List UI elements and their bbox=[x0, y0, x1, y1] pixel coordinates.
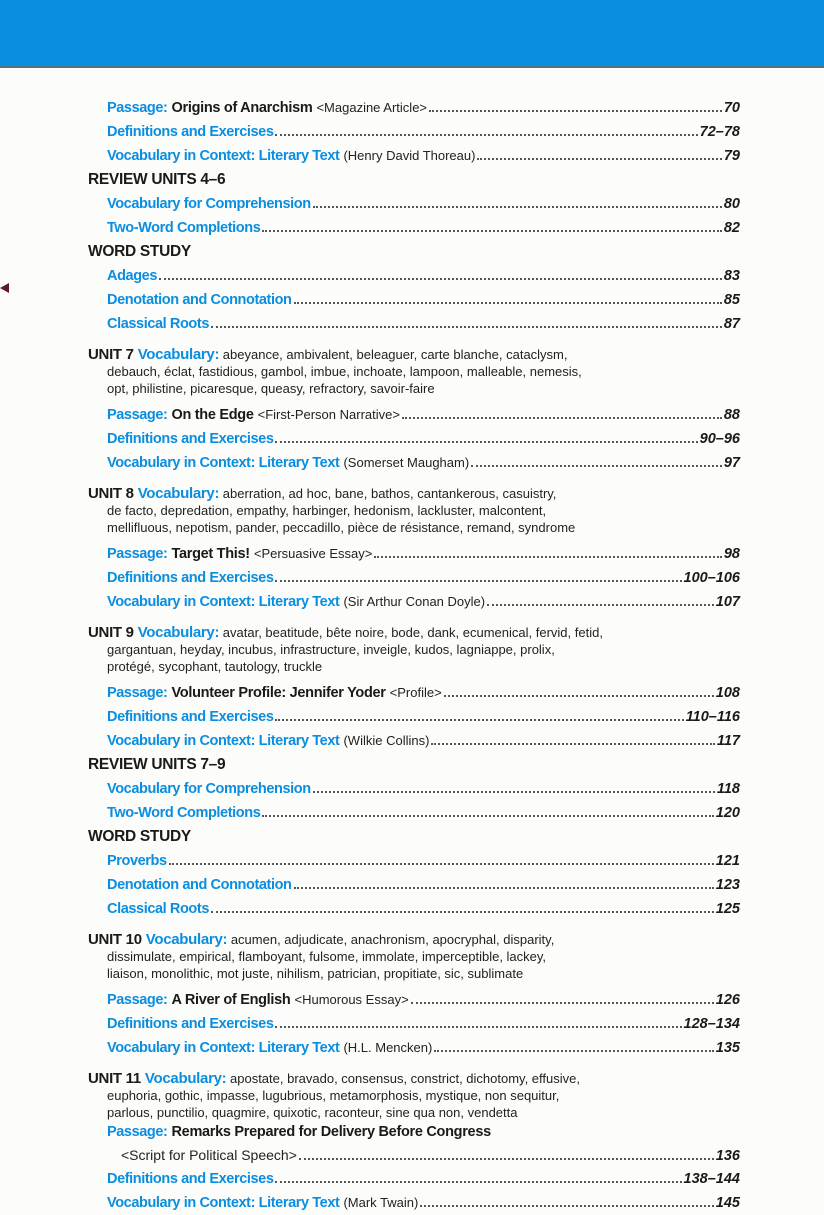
dot-leader bbox=[275, 580, 681, 582]
page-marker-arrow-icon bbox=[0, 283, 9, 293]
page-number: 126 bbox=[715, 992, 740, 1008]
dot-leader bbox=[477, 158, 721, 160]
dot-leader bbox=[262, 815, 713, 817]
page-number: 79 bbox=[723, 148, 740, 164]
unit-vocabulary: UNIT 10 Vocabulary: acumen, adjudicate, anachronism, apocryphal, disparity, bbox=[88, 931, 555, 948]
page-number: 128–134 bbox=[683, 1016, 740, 1032]
dot-leader bbox=[211, 326, 722, 328]
page-number: 85 bbox=[723, 292, 740, 308]
toc-entry[interactable]: Proverbs 121 bbox=[88, 849, 740, 873]
toc-entry-definitions[interactable]: Definitions and Exercises 110–116 bbox=[88, 705, 740, 729]
toc-entry-vocab-in-context[interactable]: Vocabulary in Context: Literary Text (Henry David Thoreau) 79 bbox=[88, 144, 740, 168]
toc-entry-vocab-in-context[interactable]: Vocabulary in Context: Literary Text (Wilkie Collins) 117 bbox=[88, 729, 740, 753]
section-heading: REVIEW UNITS 4–6 bbox=[88, 171, 226, 188]
page-number: 87 bbox=[723, 316, 740, 332]
section-heading: REVIEW UNITS 7–9 bbox=[88, 756, 226, 773]
page-number: 110–116 bbox=[685, 709, 740, 725]
dot-leader bbox=[420, 1205, 713, 1207]
unit-9: UNIT 9 Vocabulary: avatar, beatitude, bête noire, bode, dank, ecumenical, fervid, fetid, gargantuan, heyday, incubus, infrastructure, inveigle, kudos, lagniappe, prolix, protégé, sycophant, tautology, truckle Passage: Volunteer Profile: Jennifer Yoder <Profile> 108 Definitions and Exercises 110–116 Vocabulary in Context: Literary Text (Wilkie Collins) 117 bbox=[88, 624, 740, 753]
unit-11: UNIT 11 Vocabulary: apostate, bravado, consensus, constrict, dichotomy, effusive, euphoria, gothic, impasse, lugubrious, metamorphosis, mystique, non sequitur, parlous, punctilio, quagmire, quixotic, raconteur, sine qua non, vendetta Passage: Remarks Prepared for Delivery Before Congress <Script for Political Speech> 136 Definitions and Exercises 138–144 Vocabulary in Context: Literary Text (Mark Twain) 145 bbox=[88, 1070, 740, 1215]
dot-leader bbox=[275, 1181, 681, 1183]
toc-entry[interactable]: Two-Word Completions 82 bbox=[88, 216, 740, 240]
page-number: 82 bbox=[723, 220, 740, 236]
dot-leader bbox=[374, 556, 721, 558]
dot-leader bbox=[434, 1050, 713, 1052]
header-banner bbox=[0, 0, 824, 68]
dot-leader bbox=[275, 441, 697, 443]
section-heading: WORD STUDY bbox=[88, 243, 191, 260]
toc-entry-passage-title[interactable]: Passage: Remarks Prepared for Delivery Before Congress bbox=[107, 1124, 491, 1140]
dot-leader bbox=[313, 206, 722, 208]
toc-entry[interactable]: Adages 83 bbox=[88, 264, 740, 288]
dot-leader bbox=[429, 110, 722, 112]
unit-vocabulary: UNIT 7 Vocabulary: abeyance, ambivalent, beleaguer, carte blanche, cataclysm, bbox=[88, 346, 568, 363]
page-number: 125 bbox=[715, 901, 740, 917]
toc-entry[interactable]: Classical Roots 125 bbox=[88, 897, 740, 921]
toc-entry[interactable]: Classical Roots 87 bbox=[88, 312, 740, 336]
page-number: 120 bbox=[715, 805, 740, 821]
dot-leader bbox=[262, 230, 721, 232]
dot-leader bbox=[487, 604, 714, 606]
dot-leader bbox=[294, 302, 722, 304]
toc-entry-vocab-in-context[interactable]: Vocabulary in Context: Literary Text (Sir Arthur Conan Doyle) 107 bbox=[88, 590, 740, 614]
unit-vocabulary: UNIT 11 Vocabulary: apostate, bravado, consensus, constrict, dichotomy, effusive, bbox=[88, 1070, 580, 1087]
toc-entry-definitions[interactable]: Definitions and Exercises 72–78 bbox=[88, 120, 740, 144]
passage-title: Origins of Anarchism bbox=[171, 100, 313, 116]
unit-10: UNIT 10 Vocabulary: acumen, adjudicate, anachronism, apocryphal, disparity, dissimulate, empirical, flamboyant, fulsome, immolate, imperceptible, lackey, liaison, monolithic, mot juste, nihilism, patrician, propitiate, sic, sublimate Passage: A River of English <Humorous Essay> 126 Definitions and Exercises 128–134 Vocabulary in Context: Literary Text (H.L. Mencken) 135 bbox=[88, 931, 740, 1060]
page-number: 83 bbox=[723, 268, 740, 284]
dot-leader bbox=[159, 278, 722, 280]
page-number: 135 bbox=[715, 1040, 740, 1056]
toc-entry-definitions[interactable]: Definitions and Exercises 128–134 bbox=[88, 1012, 740, 1036]
toc-entry-definitions[interactable]: Definitions and Exercises 138–144 bbox=[88, 1167, 740, 1191]
dot-leader bbox=[299, 1158, 714, 1160]
toc-entry-passage[interactable]: Passage: Origins of Anarchism <Magazine Article> 70 bbox=[88, 96, 740, 120]
toc-entry[interactable]: Vocabulary for Comprehension 118 bbox=[88, 777, 740, 801]
toc-entry-vocab-in-context[interactable]: Vocabulary in Context: Literary Text (H.L. Mencken) 135 bbox=[88, 1036, 740, 1060]
unit-vocabulary: UNIT 9 Vocabulary: avatar, beatitude, bête noire, bode, dank, ecumenical, fervid, fetid, bbox=[88, 624, 603, 641]
dot-leader bbox=[275, 134, 697, 136]
page-number: 100–106 bbox=[683, 570, 740, 586]
page-number: 117 bbox=[716, 733, 740, 749]
page-number: 88 bbox=[723, 407, 740, 423]
page-number: 108 bbox=[715, 685, 740, 701]
page-number: 107 bbox=[715, 594, 740, 610]
toc-entry-vocab-in-context[interactable]: Vocabulary in Context: Literary Text (Mark Twain) 145 bbox=[88, 1191, 740, 1215]
dot-leader bbox=[411, 1002, 714, 1004]
page-number: 118 bbox=[716, 781, 740, 797]
toc-entry-definitions[interactable]: Definitions and Exercises 90–96 bbox=[88, 427, 740, 451]
page-number: 138–144 bbox=[683, 1171, 740, 1187]
passage-genre: <Magazine Article> bbox=[316, 100, 428, 115]
toc-entry-passage-genre[interactable]: <Script for Political Speech> 136 bbox=[88, 1143, 740, 1167]
page-number: 145 bbox=[715, 1195, 740, 1211]
dot-leader bbox=[471, 465, 722, 467]
page-number: 90–96 bbox=[699, 431, 740, 447]
dot-leader bbox=[169, 863, 714, 865]
dot-leader bbox=[275, 1026, 681, 1028]
table-of-contents bbox=[88, 96, 740, 1215]
page-number: 136 bbox=[715, 1148, 740, 1164]
page-number: 98 bbox=[723, 546, 740, 562]
toc-entry-passage[interactable]: Passage: A River of English <Humorous Essay> 126 bbox=[88, 988, 740, 1012]
toc-entry[interactable]: Two-Word Completions 120 bbox=[88, 801, 740, 825]
unit-8: UNIT 8 Vocabulary: aberration, ad hoc, bane, bathos, cantankerous, casuistry, de facto, depredation, empathy, harbinger, hedonism, lackluster, malcontent, mellifluous, nepotism, pander, peccadillo, pièce de résistance, remand, syndrome Passage: Target This! <Persuasive Essay> 98 Definitions and Exercises 100–106 Vocabulary in Context: Literary Text (Sir Arthur Conan Doyle) 107 bbox=[88, 485, 740, 614]
toc-entry-vocab-in-context[interactable]: Vocabulary in Context: Literary Text (Somerset Maugham) 97 bbox=[88, 451, 740, 475]
toc-entry[interactable]: Denotation and Connotation 123 bbox=[88, 873, 740, 897]
page-number: 80 bbox=[723, 196, 740, 212]
dot-leader bbox=[402, 417, 722, 419]
unit-vocabulary: UNIT 8 Vocabulary: aberration, ad hoc, bane, bathos, cantankerous, casuistry, bbox=[88, 485, 557, 502]
toc-entry-definitions[interactable]: Definitions and Exercises 100–106 bbox=[88, 566, 740, 590]
dot-leader bbox=[294, 887, 714, 889]
toc-entry[interactable]: Vocabulary for Comprehension 80 bbox=[88, 192, 740, 216]
dot-leader bbox=[431, 743, 714, 745]
dot-leader bbox=[211, 911, 714, 913]
page-number: 121 bbox=[715, 853, 740, 869]
unit-7: UNIT 7 Vocabulary: abeyance, ambivalent, beleaguer, carte blanche, cataclysm, debauch, éclat, fastidious, gambol, imbue, inchoate, lampoon, malleable, nemesis, opt, philistine, picaresque, queasy, refractory, savoir-faire Passage: On the Edge <First-Person Narrative> 88 Definitions and Exercises 90–96 Vocabulary in Context: Literary Text (Somerset Maugham) 97 bbox=[88, 346, 740, 475]
page-number: 97 bbox=[723, 455, 740, 471]
toc-entry-passage[interactable]: Passage: Volunteer Profile: Jennifer Yoder <Profile> 108 bbox=[88, 681, 740, 705]
page-number: 123 bbox=[715, 877, 740, 893]
dot-leader bbox=[313, 791, 715, 793]
toc-entry-passage[interactable]: Passage: On the Edge <First-Person Narrative> 88 bbox=[88, 403, 740, 427]
page-number: 72–78 bbox=[699, 124, 740, 140]
toc-entry-passage[interactable]: Passage: Target This! <Persuasive Essay> 98 bbox=[88, 542, 740, 566]
toc-entry[interactable]: Denotation and Connotation 85 bbox=[88, 288, 740, 312]
dot-leader bbox=[275, 719, 683, 721]
page-number: 70 bbox=[723, 100, 740, 116]
dot-leader bbox=[444, 695, 714, 697]
section-heading: WORD STUDY bbox=[88, 828, 191, 845]
